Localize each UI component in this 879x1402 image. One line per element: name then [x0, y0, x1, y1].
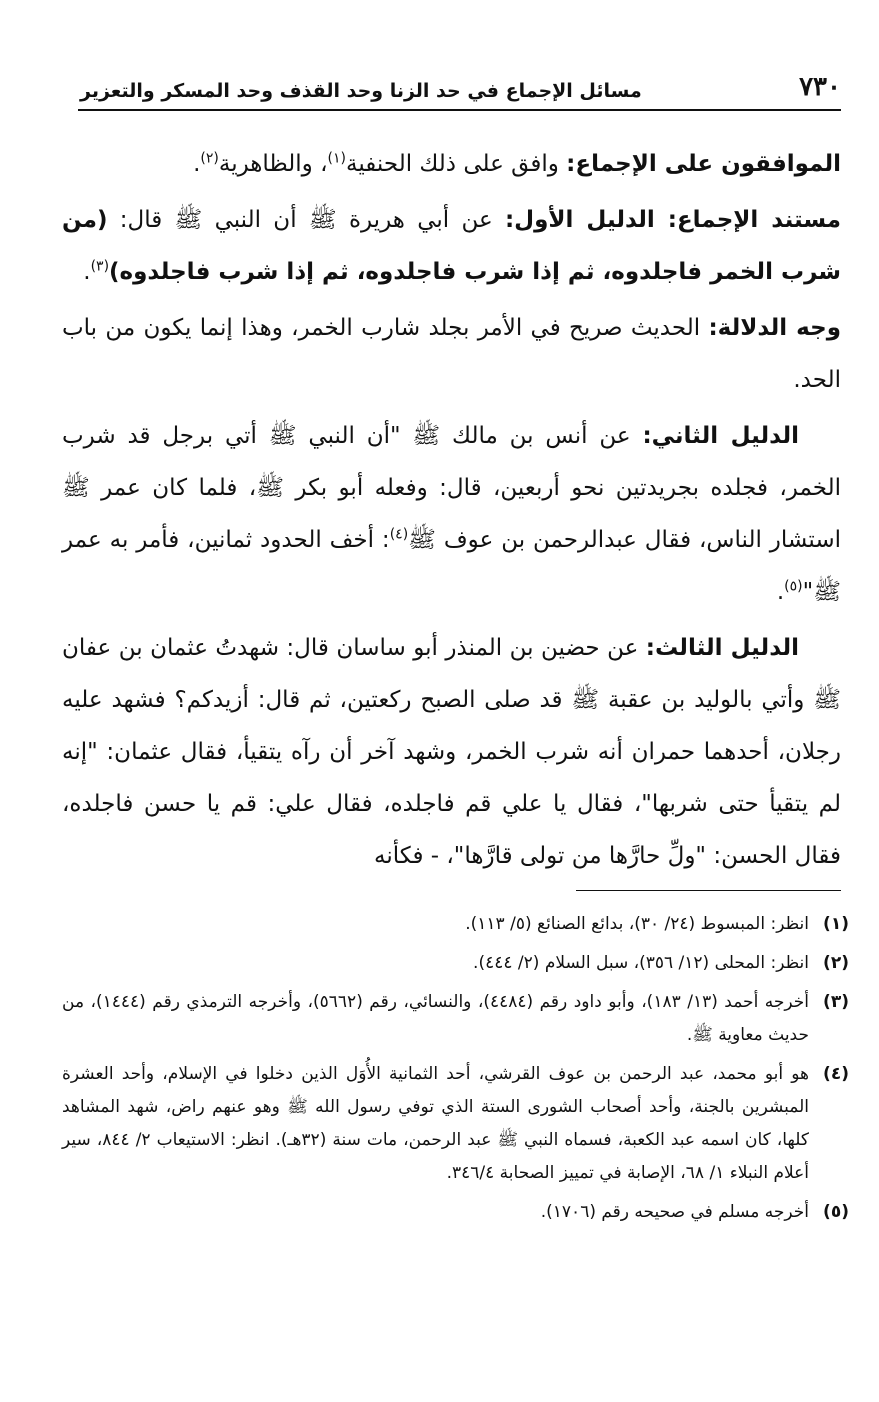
- footnote-number: (٤): [823, 1064, 849, 1084]
- footnote-text: أخرجه أحمد (١٣/ ١٨٣)، وأبو داود رقم (٤٤٨٤)، والنسائي، رقم (٥٦٦٢)، وأخرجه الترمذي رقم (١٤٤٤)، من حديث معاوية ﷺ.: [62, 992, 809, 1045]
- paragraph-text: وافق على ذلك الحنفية: [346, 151, 567, 177]
- page-header: [78, 70, 841, 110]
- paragraph-text: عن حضين بن المنذر أبو ساسان قال: شهدتُ عثمان بن عفان ﷺ وأتي بالوليد بن عقبة ﷺ قد صلى الصبح ركعتين، ثم قال: أزيدكم؟ فشهد عليه رجلان، أحدهما حمران أنه شرب الخمر، وشهد آخر أن رآه يتقيأ، فقال عثمان: "إنه لم يتقيأ حتى شربها"، فقال يا علي قم فاجلده، فقال علي: قم يا حسن فاجلده، فقال الحسن: "ولِّ حارَّها من تولى قارَّها"، - فكأنه: [62, 635, 841, 869]
- hadith-quote: (من شرب الخمر فاجلدوه، ثم إذا شرب فاجلدوه، ثم إذا شرب فاجلدوه): [62, 207, 841, 285]
- footnote-rule: [576, 890, 841, 891]
- footnote-ref: (٥): [784, 578, 803, 595]
- paragraph-second-evidence: [62, 410, 841, 618]
- footnotes: [62, 908, 849, 1235]
- paragraph-lead: الدليل الثاني:: [642, 423, 799, 449]
- paragraph-lead: الدليل الثالث:: [645, 635, 800, 661]
- footnote-ref: (١): [327, 150, 346, 167]
- running-title: مسائل الإجماع في حد الزنا وحد القذف وحد المسكر والتعزير: [80, 80, 642, 102]
- footnote-ref: (٣): [90, 258, 110, 275]
- footnote: [62, 947, 849, 980]
- paragraph-text: .: [776, 579, 785, 605]
- paragraph-lead: وجه الدلالة:: [708, 315, 841, 341]
- footnote: [62, 908, 849, 941]
- paragraph-third-evidence: [62, 622, 841, 882]
- paragraph-first-evidence: [62, 194, 841, 298]
- paragraph-text: الحديث صريح في الأمر بجلد شارب الخمر، وهذا إنما يكون من باب الحد.: [62, 315, 841, 393]
- paragraph-text: : أخف الحدود ثمانين، فأمر به عمر ﷺ": [62, 527, 841, 605]
- footnote-text: أخرجه مسلم في صحيحه رقم (١٧٠٦).: [540, 1202, 809, 1222]
- paragraph-text: .: [193, 151, 201, 177]
- footnote-text: هو أبو محمد، عبد الرحمن بن عوف القرشي، أحد الثمانية الأُوَل الذين دخلوا في الإسلام، وأحد العشرة المبشرين بالجنة، وأحد أصحاب الشورى الستة الذي توفي رسول الله ﷺ وهو عنهم راض، شهد المشاهد كلها، كان اسمه عبد الكعبة، فسماه النبي ﷺ عبد الرحمن، مات سنة (٣٢هـ). انظر: الاستيعاب ٢/ ٨٤٤، سير أعلام النبلاء ١/ ٦٨، الإصابة في تمييز الصحابة ٣٤٦/٤.: [62, 1064, 809, 1183]
- paragraph-text: عن أبي هريرة ﷺ أن النبي ﷺ قال:: [107, 207, 505, 233]
- paragraph-lead: مستند الإجماع: الدليل الأول:: [504, 207, 841, 233]
- footnote: [62, 1058, 849, 1190]
- page-number: ٧٣٠: [799, 72, 841, 102]
- paragraph-consensus-agreers: [62, 138, 841, 190]
- footnote: [62, 1196, 849, 1229]
- paragraph-text: ، والظاهرية: [218, 151, 328, 177]
- footnote-text: انظر: المبسوط (٢٤/ ٣٠)، بدائع الصنائع (٥/ ١١٣).: [465, 914, 809, 934]
- paragraph-indication: [62, 302, 841, 406]
- footnote-number: (١): [823, 914, 849, 934]
- footnote: [62, 986, 849, 1052]
- footnote-number: (٢): [823, 953, 849, 973]
- paragraph-lead: الموافقون على الإجماع:: [566, 151, 841, 177]
- header-rule: [78, 109, 841, 111]
- footnote-ref: (٢): [200, 150, 219, 167]
- footnote-text: انظر: المحلى (١٢/ ٣٥٦)، سبل السلام (٢/ ٤٤٤).: [473, 953, 809, 973]
- footnote-number: (٥): [823, 1202, 849, 1222]
- footnote-number: (٣): [823, 992, 849, 1012]
- paragraph-text: عن أنس بن مالك ﷺ "أن النبي ﷺ أتي برجل قد شرب الخمر، فجلده بجريدتين نحو أربعين، قال: وفعله أبو بكر ﷺ، فلما كان عمر ﷺ استشار الناس، فقال عبدالرحمن بن عوف ﷺ: [62, 423, 841, 553]
- footnote-ref: (٤): [389, 526, 409, 543]
- paragraph-text: .: [83, 259, 91, 285]
- main-text: [62, 138, 841, 886]
